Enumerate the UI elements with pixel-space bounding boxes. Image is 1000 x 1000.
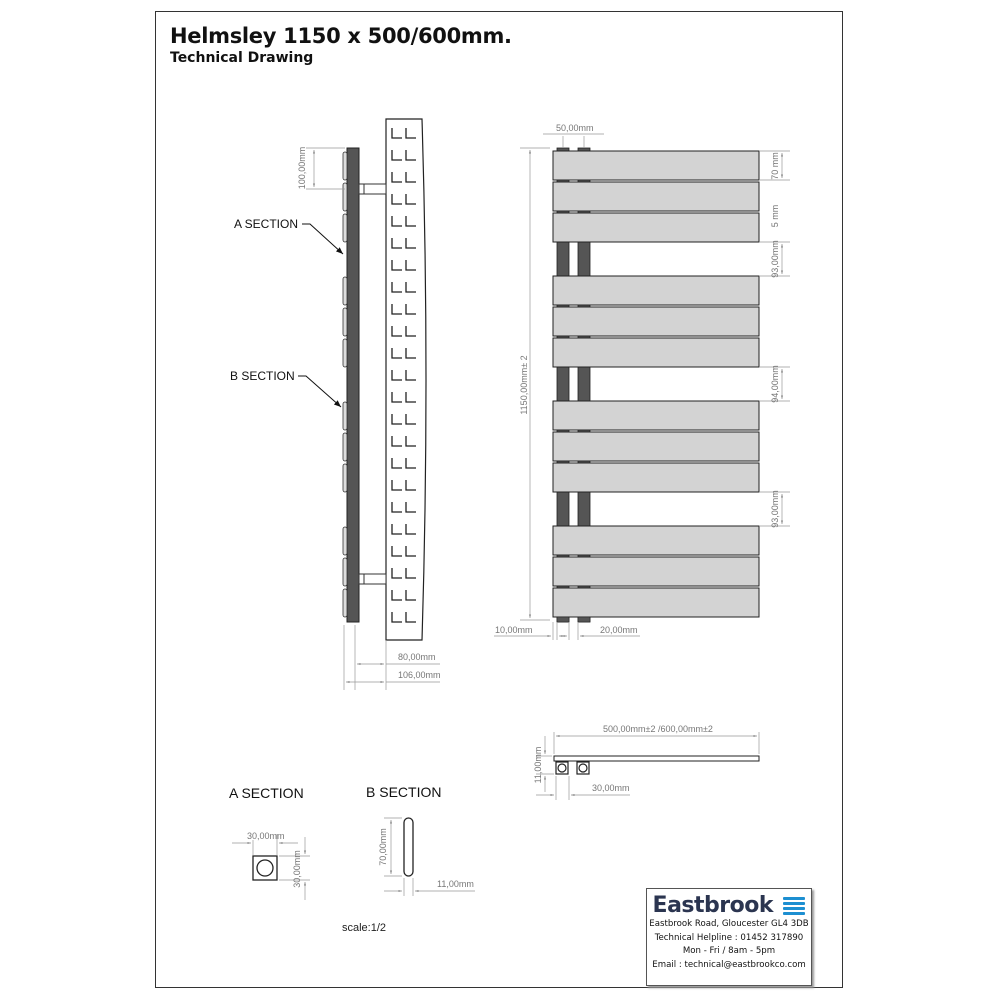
company-address: Eastbrook Road, Gloucester GL4 3DB	[649, 919, 809, 929]
dim-gap-3: 93,00mm	[770, 490, 780, 528]
dim-panel-gap: 5 mm	[770, 204, 780, 228]
page-title: Helmsley 1150 x 500/600mm.	[170, 24, 512, 48]
wall-brick	[386, 119, 426, 640]
company-email: Email : technical@eastbrookco.com	[652, 959, 806, 970]
dim-section-b-height: 70,00mm	[378, 828, 388, 866]
dim-top-offset: 100,00mm	[297, 146, 307, 190]
dim-section-a-width: 30,00mm	[247, 831, 285, 841]
dim-wall-to-front: 106,00mm	[398, 670, 441, 680]
front-view	[494, 123, 790, 640]
dim-bar-pitch: 30,00mm	[592, 783, 630, 793]
dim-panel-height: 70 mm	[770, 152, 780, 180]
dim-section-a-height: 30,00mm	[292, 850, 302, 888]
dim-bottom-left: 10,00mm	[495, 625, 533, 635]
page-subtitle: Technical Drawing	[170, 50, 314, 66]
company-info-box	[646, 888, 812, 986]
callout-a-section: A SECTION	[234, 217, 299, 231]
dim-total-height: 1150,00mm± 2	[519, 355, 529, 415]
section-b	[366, 784, 475, 896]
scale-label: scale:1/2	[342, 922, 387, 934]
dim-wall-to-bar: 80,00mm	[398, 652, 436, 662]
company-hours: Mon - Fri / 8am - 5pm	[682, 946, 776, 956]
side-panels	[343, 152, 347, 617]
section-a	[229, 785, 310, 900]
side-view	[230, 119, 441, 690]
callout-b-section: B SECTION	[230, 369, 295, 383]
wall-brackets	[359, 184, 386, 584]
top-view	[533, 724, 759, 800]
company-name: Eastbrook	[652, 893, 773, 918]
eastbrook-logo-icon	[783, 897, 805, 917]
dim-bar-spacing: 50,00mm	[556, 123, 594, 133]
dim-top-width: 500,00mm±2 /600,00mm±2	[603, 724, 713, 734]
dim-gap-2: 94,00mm	[770, 365, 780, 403]
section-a-title: A SECTION	[229, 785, 304, 801]
section-b-title: B SECTION	[366, 784, 442, 800]
company-helpline: Technical Helpline : 01452 317890	[654, 932, 804, 943]
dim-bottom-right: 20,00mm	[600, 625, 638, 635]
dim-section-b-width: 11,00mm	[437, 879, 474, 889]
top-panel	[554, 756, 759, 761]
vertical-bar	[347, 148, 359, 622]
dim-top-depth: 11,00mm	[533, 746, 543, 784]
dim-gap-1: 93,00mm	[770, 240, 780, 278]
